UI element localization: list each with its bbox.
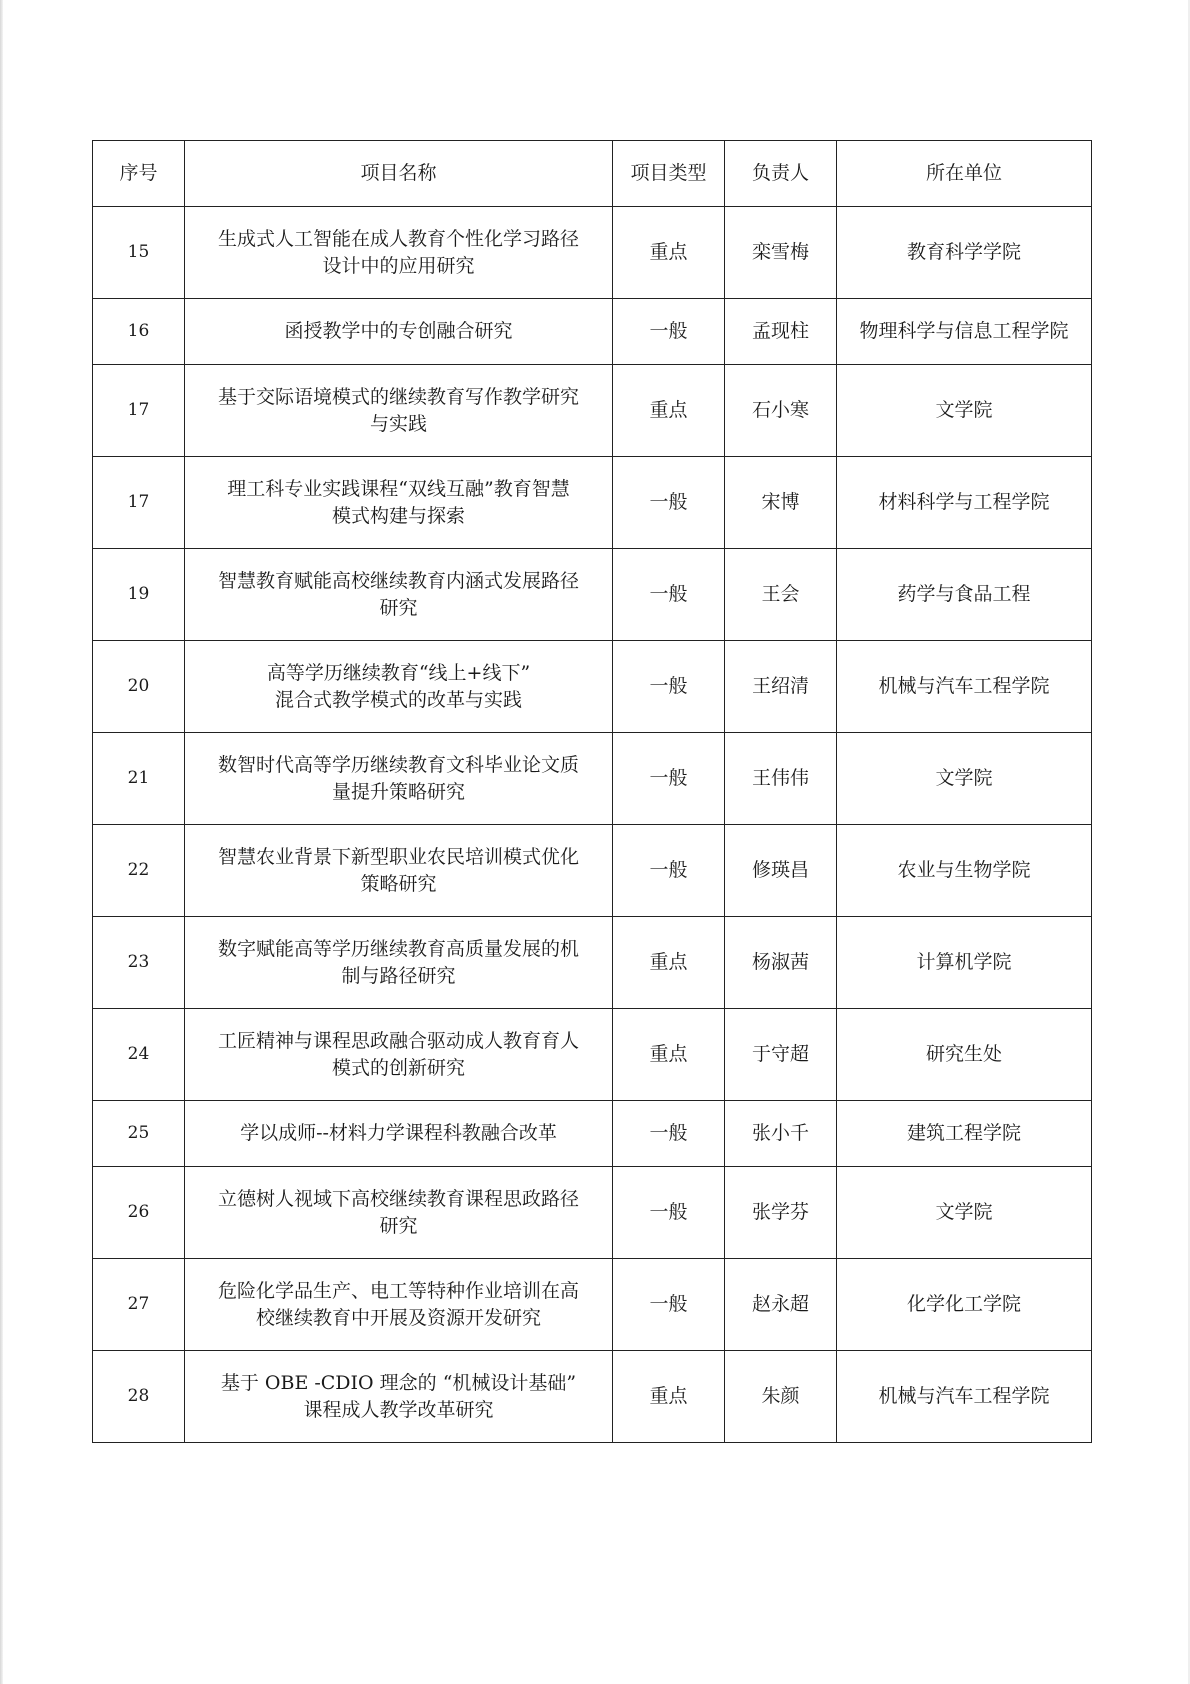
project-name-line: 与实践: [369, 412, 427, 435]
header-row: [93, 141, 1092, 207]
table-row: [93, 1351, 1092, 1443]
cell-name: [185, 1101, 613, 1167]
cell-no: 20: [93, 641, 185, 733]
cell-name: [185, 299, 613, 365]
cell-name: [185, 207, 613, 299]
cell-no: 16: [93, 299, 185, 365]
project-name-line: 策略研究: [360, 872, 437, 895]
table-body: [93, 207, 1092, 1443]
project-name-line: 模式构建与探索: [331, 504, 465, 527]
cell-type: 一般: [613, 457, 725, 549]
cell-name: [185, 825, 613, 917]
cell-unit: 药学与食品工程: [837, 549, 1092, 641]
cell-name: [185, 549, 613, 641]
cell-leader: 修瑛昌: [725, 825, 837, 917]
table-row: [93, 207, 1092, 299]
project-table: [92, 140, 1092, 1443]
cell-no: 27: [93, 1259, 185, 1351]
project-name-line: 智慧农业背景下新型职业农民培训模式优化: [217, 845, 579, 868]
table-row: [93, 641, 1092, 733]
cell-type: 一般: [613, 1167, 725, 1259]
cell-name: [185, 641, 613, 733]
cell-name: [185, 457, 613, 549]
project-name-line: 研究: [379, 596, 418, 619]
cell-no: 17: [93, 457, 185, 549]
table-row: [93, 1259, 1092, 1351]
cell-type: 重点: [613, 1009, 725, 1101]
cell-no: 22: [93, 825, 185, 917]
cell-type: 一般: [613, 1101, 725, 1167]
table-row: [93, 1101, 1092, 1167]
cell-unit: 机械与汽车工程学院: [837, 641, 1092, 733]
table-row: [93, 299, 1092, 365]
cell-type: 一般: [613, 825, 725, 917]
project-name-line: 数智时代高等学历继续教育文科毕业论文质: [217, 753, 579, 776]
cell-no: 23: [93, 917, 185, 1009]
cell-type: 一般: [613, 299, 725, 365]
scan-edge-left: [0, 0, 3, 1684]
cell-unit: 文学院: [837, 365, 1092, 457]
project-name-line: 危险化学品生产、电工等特种作业培训在高: [217, 1279, 579, 1302]
table-header: [93, 141, 1092, 207]
cell-leader: 宋博: [725, 457, 837, 549]
cell-type: 一般: [613, 733, 725, 825]
cell-leader: 王伟伟: [725, 733, 837, 825]
cell-no: 28: [93, 1351, 185, 1443]
header-no: 序号: [93, 141, 185, 207]
cell-name: [185, 365, 613, 457]
project-name-line: 智慧教育赋能高校继续教育内涵式发展路径: [217, 569, 579, 592]
project-name-line: 基于 OBE -CDIO 理念的 “机械设计基础”: [220, 1371, 577, 1394]
cell-no: 24: [93, 1009, 185, 1101]
project-name-line: 学以成师--材料力学课程科教融合改革: [240, 1122, 557, 1144]
table-row: [93, 733, 1092, 825]
cell-leader: 于守超: [725, 1009, 837, 1101]
table-row: [93, 365, 1092, 457]
cell-type: 一般: [613, 641, 725, 733]
table-row: [93, 1167, 1092, 1259]
header-leader: 负责人: [725, 141, 837, 207]
cell-unit: 建筑工程学院: [837, 1101, 1092, 1167]
cell-name: [185, 1351, 613, 1443]
cell-unit: 文学院: [837, 733, 1092, 825]
cell-leader: 孟现柱: [725, 299, 837, 365]
cell-leader: 石小寒: [725, 365, 837, 457]
project-name-line: 混合式教学模式的改革与实践: [274, 688, 522, 711]
cell-no: 26: [93, 1167, 185, 1259]
project-name-line: 制与路径研究: [341, 964, 456, 987]
cell-leader: 杨淑茜: [725, 917, 837, 1009]
cell-unit: 计算机学院: [837, 917, 1092, 1009]
cell-unit: 教育科学学院: [837, 207, 1092, 299]
cell-leader: 朱颜: [725, 1351, 837, 1443]
table-row: [93, 917, 1092, 1009]
cell-name: [185, 1259, 613, 1351]
cell-leader: 栾雪梅: [725, 207, 837, 299]
cell-unit: 材料科学与工程学院: [837, 457, 1092, 549]
cell-unit: 研究生处: [837, 1009, 1092, 1101]
project-name-line: 立德树人视域下高校继续教育课程思政路径: [217, 1187, 579, 1210]
table-row: [93, 825, 1092, 917]
cell-leader: 王绍清: [725, 641, 837, 733]
cell-unit: 化学化工学院: [837, 1259, 1092, 1351]
table-row: [93, 1009, 1092, 1101]
project-name-line: 课程成人教学改革研究: [303, 1398, 494, 1421]
project-name-line: 高等学历继续教育“线上+线下”: [266, 661, 531, 684]
cell-type: 重点: [613, 917, 725, 1009]
cell-name: [185, 917, 613, 1009]
cell-name: [185, 733, 613, 825]
project-name-line: 函授教学中的专创融合研究: [284, 320, 513, 342]
project-name-line: 量提升策略研究: [331, 780, 465, 803]
cell-type: 一般: [613, 1259, 725, 1351]
header-unit: 所在单位: [837, 141, 1092, 207]
cell-no: 15: [93, 207, 185, 299]
cell-no: 17: [93, 365, 185, 457]
cell-type: 重点: [613, 1351, 725, 1443]
cell-no: 25: [93, 1101, 185, 1167]
cell-type: 重点: [613, 207, 725, 299]
cell-leader: 赵永超: [725, 1259, 837, 1351]
header-name: 项目名称: [185, 141, 613, 207]
project-name-line: 模式的创新研究: [331, 1056, 465, 1079]
cell-name: [185, 1009, 613, 1101]
table-row: [93, 457, 1092, 549]
cell-leader: 张学芬: [725, 1167, 837, 1259]
project-name-line: 生成式人工智能在成人教育个性化学习路径: [217, 227, 579, 250]
project-name-line: 设计中的应用研究: [322, 254, 475, 277]
cell-type: 一般: [613, 549, 725, 641]
table-row: [93, 549, 1092, 641]
cell-no: 19: [93, 549, 185, 641]
project-name-line: 工匠精神与课程思政融合驱动成人教育育人: [217, 1029, 579, 1052]
cell-type: 重点: [613, 365, 725, 457]
cell-name: [185, 1167, 613, 1259]
project-name-line: 校继续教育中开展及资源开发研究: [255, 1306, 541, 1329]
cell-unit: 机械与汽车工程学院: [837, 1351, 1092, 1443]
cell-leader: 张小千: [725, 1101, 837, 1167]
cell-unit: 文学院: [837, 1167, 1092, 1259]
project-name-line: 研究: [379, 1214, 418, 1237]
project-name-line: 基于交际语境模式的继续教育写作教学研究: [217, 385, 579, 408]
cell-no: 21: [93, 733, 185, 825]
project-name-line: 理工科专业实践课程“双线互融”教育智慧: [227, 477, 570, 500]
cell-unit: 农业与生物学院: [837, 825, 1092, 917]
cell-unit: 物理科学与信息工程学院: [837, 299, 1092, 365]
header-type: 项目类型: [613, 141, 725, 207]
project-name-line: 数字赋能高等学历继续教育高质量发展的机: [217, 937, 579, 960]
cell-leader: 王会: [725, 549, 837, 641]
